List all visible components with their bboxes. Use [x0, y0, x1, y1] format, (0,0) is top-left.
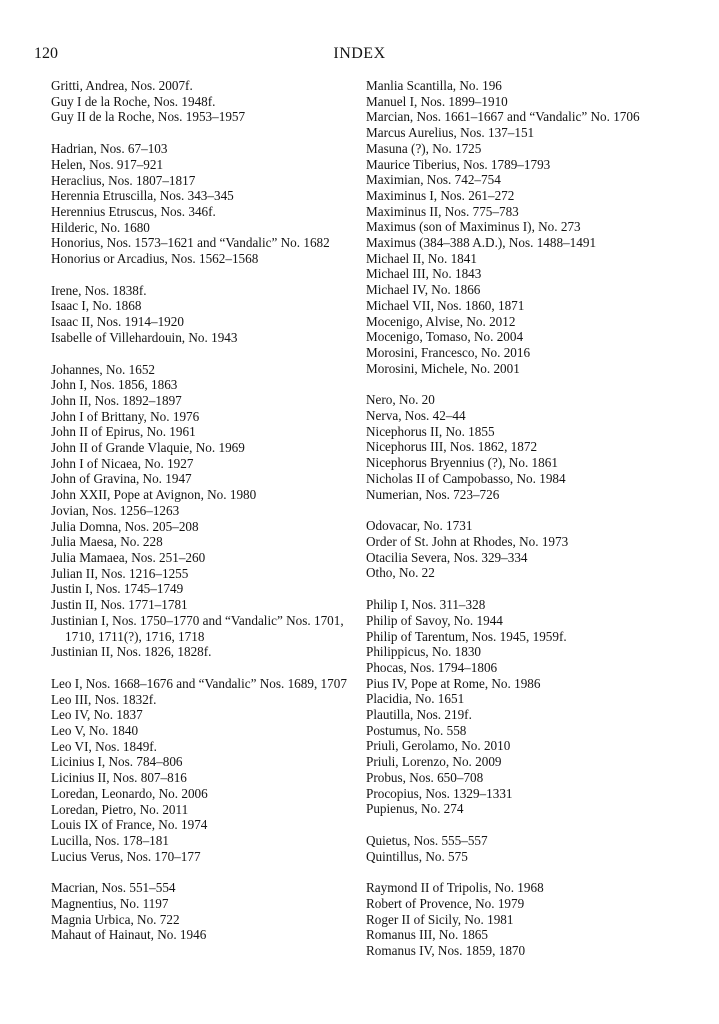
index-entry: Maximus (384–388 A.D.), Nos. 1488–1491	[366, 235, 597, 251]
page-header	[0, 45, 719, 67]
index-entry: Nicephorus III, Nos. 1862, 1872	[366, 439, 538, 455]
index-entry: Maximus (son of Maximinus I), No. 273	[366, 219, 581, 235]
index-entry: Priuli, Lorenzo, No. 2009	[366, 754, 502, 770]
index-entry: Maximinus I, Nos. 261–272	[366, 187, 515, 203]
index-entry: Morosini, Michele, No. 2001	[366, 360, 520, 376]
index-entry: Isabelle of Villehardouin, No. 1943	[51, 329, 238, 345]
index-entry: Mocenigo, Tomaso, No. 2004	[366, 329, 524, 345]
index-entry: Leo VI, Nos. 1849f.	[51, 738, 157, 754]
index-entry: Maurice Tiberius, Nos. 1789–1793	[366, 156, 551, 172]
index-entry: Odovacar, No. 1731	[366, 518, 473, 534]
index-entry: Justinian I, Nos. 1750–1770 and “Vandalic” Nos. 1701, 1710, 1711(?), 1716, 1718	[51, 612, 344, 644]
index-entry: Nero, No. 20	[366, 392, 435, 408]
index-entry: Helen, Nos. 917–921	[51, 156, 164, 172]
index-entry: Lucilla, Nos. 178–181	[51, 832, 169, 848]
index-entry: Licinius I, Nos. 784–806	[51, 754, 183, 770]
index-entry: Magnentius, No. 1197	[51, 896, 169, 912]
index-entry: Manlia Scantilla, No. 196	[366, 78, 502, 93]
index-entry: Guy I de la Roche, Nos. 1948f.	[51, 93, 216, 109]
index-entry: Louis IX of France, No. 1974	[51, 817, 208, 833]
index-entry: Masuna (?), No. 1725	[366, 140, 482, 156]
index-group	[366, 518, 710, 581]
index-entry: Irene, Nos. 1838f.	[51, 282, 147, 298]
index-entry: Philippicus, No. 1830	[366, 644, 482, 660]
index-entry: Procopius, Nos. 1329–1331	[366, 785, 513, 801]
index-entry: Isaac II, Nos. 1914–1920	[51, 314, 184, 330]
index-entry: Herennia Etruscilla, Nos. 343–345	[51, 188, 234, 204]
index-entry: Isaac I, No. 1868	[51, 298, 142, 314]
index-entry: Order of St. John at Rhodes, No. 1973	[366, 533, 569, 549]
index-entry: Julian II, Nos. 1216–1255	[51, 565, 189, 581]
index-entry: Roger II of Sicily, No. 1981	[366, 911, 514, 927]
index-entry: Justin I, Nos. 1745–1749	[51, 581, 184, 597]
index-entry: Magnia Urbica, No. 722	[51, 911, 180, 927]
index-entry: Honorius or Arcadius, Nos. 1562–1568	[51, 251, 259, 267]
index-entry: Placidia, No. 1651	[366, 691, 465, 707]
index-group	[366, 597, 710, 817]
index-entry: Jovian, Nos. 1256–1263	[51, 502, 180, 518]
index-group	[366, 833, 710, 864]
index-entry: Marcus Aurelius, Nos. 137–151	[366, 125, 535, 141]
index-entry: Quietus, Nos. 555–557	[366, 832, 488, 848]
index-entry: John XXII, Pope at Avignon, No. 1980	[51, 487, 257, 503]
index-entry: Johannes, No. 1652	[51, 361, 156, 377]
index-entry: Leo III, Nos. 1832f.	[51, 691, 157, 707]
index-entry: Otho, No. 22	[366, 565, 435, 581]
index-entry: Numerian, Nos. 723–726	[366, 486, 500, 502]
index-entry: John I, Nos. 1856, 1863	[51, 377, 178, 393]
index-entry: Probus, Nos. 650–708	[366, 769, 484, 785]
index-entry: Julia Mamaea, Nos. 251–260	[51, 549, 206, 565]
index-entry: Justin II, Nos. 1771–1781	[51, 597, 188, 613]
index-entry: Raymond II of Tripolis, No. 1968	[366, 880, 544, 896]
index-entry: Philip of Savoy, No. 1944	[366, 612, 503, 628]
index-entry: Pius IV, Pope at Rome, No. 1986	[366, 675, 541, 691]
index-entry: Loredan, Pietro, No. 2011	[51, 801, 189, 817]
index-entry: Robert of Provence, No. 1979	[366, 896, 525, 912]
index-entry: John I of Nicaea, No. 1927	[51, 455, 194, 471]
index-entry: Phocas, Nos. 1794–1806	[366, 659, 498, 675]
index-entry: Gritti, Andrea, Nos. 2007f.	[51, 78, 193, 93]
index-entry: Quintillus, No. 575	[366, 848, 468, 864]
index-entry: Romanus III, No. 1865	[366, 927, 488, 943]
index-entry: John of Gravina, No. 1947	[51, 471, 192, 487]
index-entry: John II of Epirus, No. 1961	[51, 424, 196, 440]
index-entry: Nicholas II of Campobasso, No. 1984	[366, 470, 566, 486]
index-group	[51, 362, 361, 660]
index-entry: Hadrian, Nos. 67–103	[51, 141, 168, 157]
index-group	[366, 392, 710, 502]
index-entry: Maximian, Nos. 742–754	[366, 172, 501, 188]
index-entry: Romanus IV, Nos. 1859, 1870	[366, 943, 526, 959]
index-group	[51, 141, 361, 267]
index-entry: Nicephorus Bryennius (?), No. 1861	[366, 455, 558, 471]
index-entry: Herennius Etruscus, Nos. 346f.	[51, 203, 216, 219]
index-entry: Maximinus II, Nos. 775–783	[366, 203, 519, 219]
index-entry: John I of Brittany, No. 1976	[51, 408, 200, 424]
index-entry: Mocenigo, Alvise, No. 2012	[366, 313, 516, 329]
index-entry: John II of Grande Vlaquie, No. 1969	[51, 440, 245, 456]
index-entry: Leo IV, No. 1837	[51, 707, 143, 723]
index-entry: Michael IV, No. 1866	[366, 282, 481, 298]
index-entry: Nicephorus II, No. 1855	[366, 423, 495, 439]
index-column-left	[51, 78, 361, 959]
index-entry: Postumus, No. 558	[366, 722, 467, 738]
index-group	[51, 880, 361, 943]
index-entry: Julia Domna, Nos. 205–208	[51, 518, 199, 534]
index-entry: Pupienus, No. 274	[366, 801, 464, 817]
index-group	[366, 880, 710, 959]
index-group	[51, 283, 361, 346]
index-group	[51, 78, 361, 125]
index-entry: John II, Nos. 1892–1897	[51, 392, 182, 408]
index-entry: Otacilia Severa, Nos. 329–334	[366, 549, 528, 565]
index-entry: Nerva, Nos. 42–44	[366, 408, 466, 424]
index-entry: Guy II de la Roche, Nos. 1953–1957	[51, 109, 246, 125]
index-group	[51, 676, 361, 864]
index-entry: Macrian, Nos. 551–554	[51, 880, 176, 896]
index-group	[366, 78, 710, 376]
index-entry: Justinian II, Nos. 1826, 1828f.	[51, 644, 212, 660]
index-entry: Loredan, Leonardo, No. 2006	[51, 785, 208, 801]
index-entry: Michael VII, Nos. 1860, 1871	[366, 297, 525, 313]
index-entry: Michael III, No. 1843	[366, 266, 482, 282]
index-entry: Lucius Verus, Nos. 170–177	[51, 848, 201, 864]
index-entry: Philip I, Nos. 311–328	[366, 597, 486, 613]
index-entry: Leo I, Nos. 1668–1676 and “Vandalic” Nos. 1689, 1707	[51, 675, 347, 691]
index-entry: Heraclius, Nos. 1807–1817	[51, 172, 196, 188]
page-number: 120	[34, 45, 58, 62]
index-entry: Michael II, No. 1841	[366, 250, 477, 266]
index-column-right	[366, 78, 710, 975]
index-entry: Marcian, Nos. 1661–1667 and “Vandalic” No. 1706	[366, 109, 640, 125]
index-entry: Morosini, Francesco, No. 2016	[366, 344, 531, 360]
index-entry: Licinius II, Nos. 807–816	[51, 770, 187, 786]
index-entry: Mahaut of Hainaut, No. 1946	[51, 927, 207, 943]
index-entry: Honorius, Nos. 1573–1621 and “Vandalic” No. 1682	[51, 235, 330, 251]
index-entry: Priuli, Gerolamo, No. 2010	[366, 738, 511, 754]
index-entry: Hilderic, No. 1680	[51, 219, 150, 235]
index-entry: Julia Maesa, No. 228	[51, 534, 163, 550]
index-entry: Leo V, No. 1840	[51, 723, 139, 739]
index-entry: Manuel I, Nos. 1899–1910	[366, 93, 508, 109]
index-entry: Plautilla, Nos. 219f.	[366, 707, 472, 723]
index-entry: Philip of Tarentum, Nos. 1945, 1959f.	[366, 628, 567, 644]
running-head: INDEX	[333, 45, 386, 62]
